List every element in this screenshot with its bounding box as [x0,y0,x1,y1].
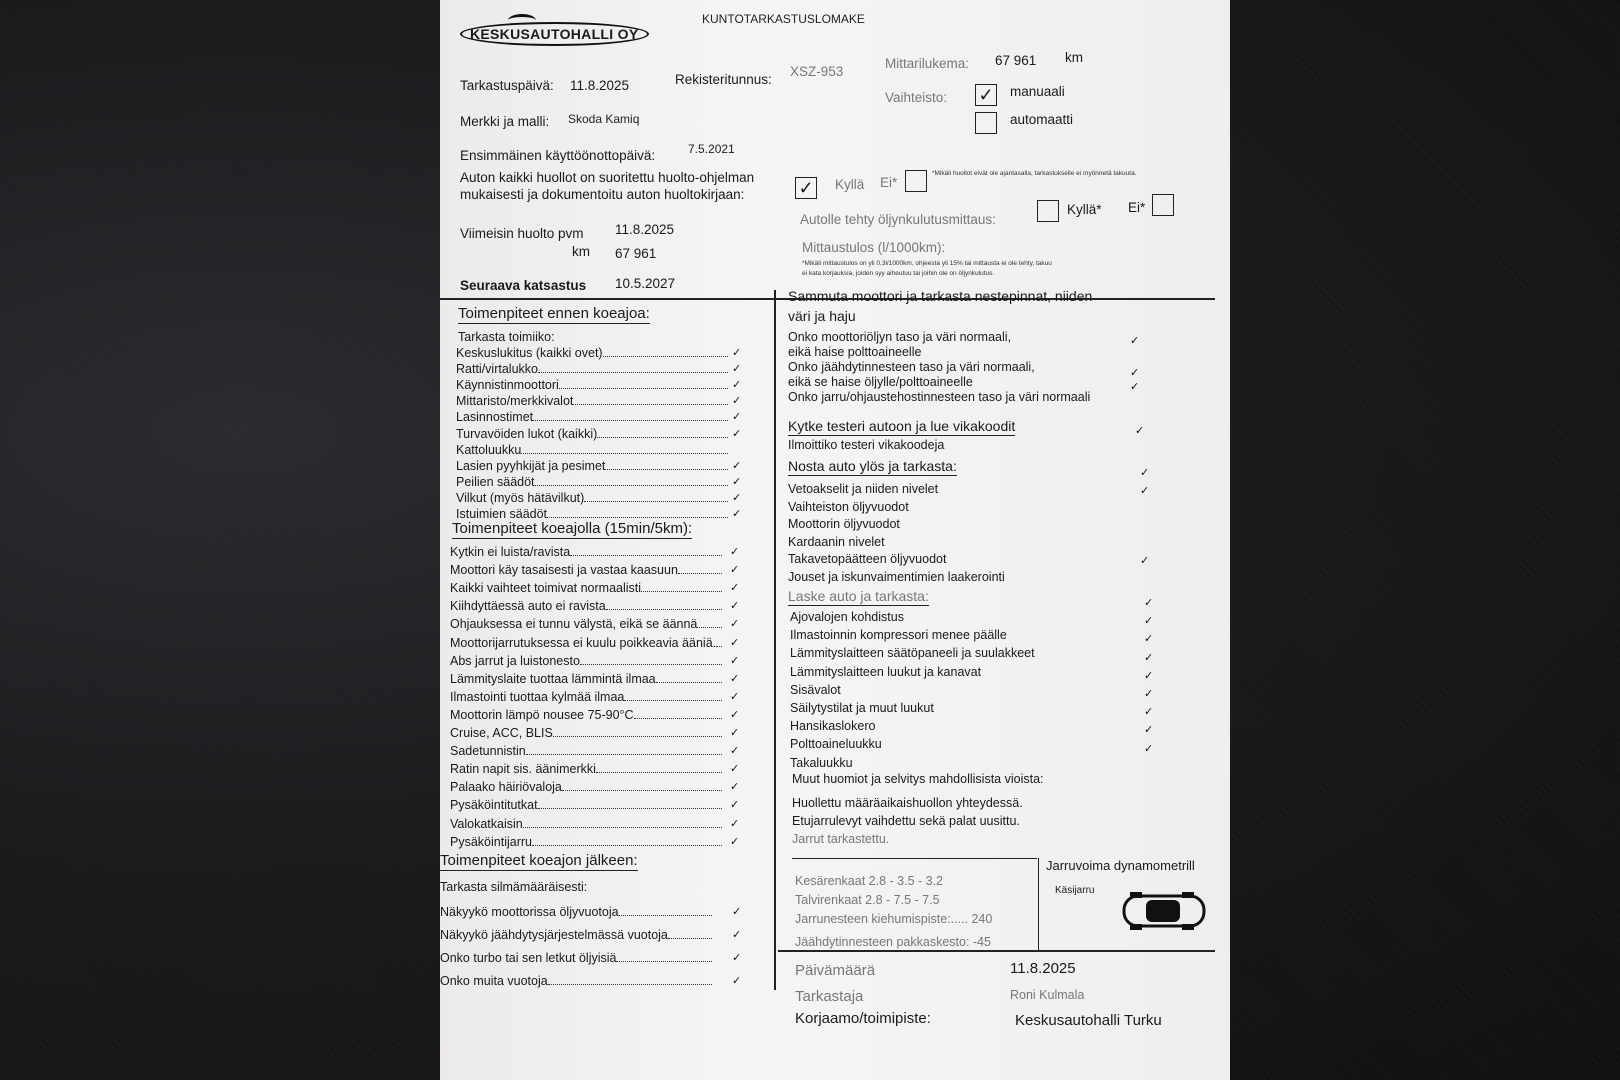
item-before-4 [456,410,728,424]
check-mark-icon: ✓ [732,906,742,918]
leader-dots [580,664,722,665]
item-before-9-label: Vilkut (myös hätävilkut) [456,490,585,505]
check-mark-icon: ✓ [730,799,740,812]
leader-dots [616,961,712,962]
leader-dots [656,682,722,683]
item-during-2 [450,581,722,595]
service-yes-label: Kyllä [835,177,865,192]
check-icon: ✓ [975,84,997,106]
odometer-label: Mittarilukema: [885,56,970,71]
item-after-1-label: Näkyykö jäähdytysjärjestelmässä vuotoja [440,928,668,942]
leader-dots [605,469,728,470]
date-label: Päivämäärä [795,962,876,979]
leader-dots [521,453,728,454]
item-during-12 [450,762,722,776]
tester-title: Kytke testeri autoon ja lue vikakoodit [788,418,1016,434]
note-1: Huollettu määräaikaishuollon yhteydessä. [792,796,1023,810]
item-during-0 [450,545,722,559]
item-during-10 [450,726,722,740]
service-no-label: Ei* [880,175,898,190]
leader-dots [526,754,722,755]
item-before-6 [456,443,728,457]
check-mark-icon: ✓ [732,475,742,488]
lower-item-1: Ilmastoinnin kompressori menee päälle [790,628,1007,643]
check-mark-icon: ✓ [730,727,740,739]
item-before-8 [456,475,728,489]
item-during-6-label: Abs jarrut ja luistonesto [450,653,580,668]
other-notes-label: Muut huomiot ja selvitys mahdollisista vioista: [792,772,1044,786]
item-during-3-label: Kiihdyttäessä auto ei ravista [450,599,606,614]
column-divider [774,290,776,990]
check-mark-icon: ✓ [1144,597,1154,609]
section-before-test-drive: Toimenpiteet ennen koeajoa: [458,305,650,322]
lower-item-5: Säilytystilat ja muut luukut [790,701,934,715]
leader-dots [533,420,728,421]
check-mark-icon: ✓ [1140,467,1150,479]
make-label: Merkki ja malli: [460,114,550,129]
gearbox-label: Vaihteisto: [885,90,948,105]
coolant: Jäähdytinnesteen pakkaskesto: -45 [795,935,991,949]
service-no-checkbox[interactable] [905,170,927,192]
note-3: Jarrut tarkastettu. [792,832,890,846]
fluids-title-2: väri ja haju [788,308,856,324]
item-during-11 [450,744,722,758]
leader-dots [597,437,728,438]
check-mark-icon: ✓ [730,600,740,613]
lower-item-6: Hansikaslokero [790,719,876,734]
check-mark-icon: ✓ [730,636,740,649]
inspector-value: Roni Kulmala [1010,988,1085,1002]
item-before-6-label: Kattoluukku [456,442,522,457]
item-before-7 [456,459,728,473]
leader-dots [548,984,712,985]
oil-note-2: ei kata korjauksia, joiden syy aiheutuu tai joihin ole on öljynkulutus. [802,270,995,277]
lift-item-3: Kardaanin nivelet [788,534,885,549]
service-line-2: mukaisesti ja dokumentoitu auton huoltokirjaan: [460,187,745,202]
last-service-date: 11.8.2025 [615,222,675,237]
check-mark-icon: ✓ [1140,554,1150,567]
check-mark-icon: ✓ [730,781,740,794]
divider [778,950,1215,952]
next-inspection-value: 10.5.2027 [615,276,676,291]
item-during-15 [450,817,722,831]
check-mark-icon: ✓ [730,564,740,577]
lower-item-4: Sisävalot [790,682,841,697]
leader-dots [535,485,728,486]
check-mark-icon: ✓ [730,582,740,595]
item-during-10-label: Cruise, ACC, BLIS [450,726,553,740]
item-after-3 [440,974,712,988]
item-during-2-label: Kaikki vaihteet toimivat normaalisti [450,581,642,596]
check-mark-icon: ✓ [1144,651,1154,664]
leader-dots [641,591,722,592]
check-mark-icon: ✓ [732,459,742,472]
item-during-14-label: Pysäköintitutkat [450,798,538,813]
leader-dots [547,517,728,518]
item-during-4 [450,617,722,631]
gearbox-auto-label: automaatti [1010,112,1074,127]
divider [792,858,1037,859]
check-mark-icon: ✓ [1144,724,1154,737]
leader-dots [538,372,728,373]
form-title: KUNTOTARKASTUSLOMAKE [702,12,865,26]
check-mark-icon: ✓ [1144,742,1154,755]
leader-dots [596,772,722,773]
lower-item-2: Lämmityslaitteen säätöpaneeli ja suulakkeet [790,646,1035,661]
oil-note-1: *Mikäli mittaustulos on yli 0,3l/1000km, ohjeesta yli 15% tai mittausta ei ole tehty, takuu [802,260,1052,267]
lower-item-7: Polttoaineluukku [790,737,882,752]
leader-dots [634,718,722,719]
company-logo: KESKUSAUTOHALLI OY [460,22,649,46]
item-during-9-label: Moottorin lämpö nousee 75-90°C [450,707,634,722]
check-mark-icon: ✓ [1144,688,1154,700]
leader-dots [603,356,728,357]
item-before-5 [456,427,728,441]
next-inspection-label: Seuraava katsastus [460,278,587,293]
item-before-3 [456,394,728,408]
check-mark-icon: ✓ [732,508,742,520]
item-after-0 [440,905,712,919]
check-mark-icon: ✓ [732,411,742,424]
check-mark-icon: ✓ [730,817,740,830]
check-icon: ✓ [795,177,817,199]
leader-dots [678,573,722,574]
item-before-2-label: Käynnistinmoottori [456,378,559,393]
item-before-10-label: Istuimien säädöt [456,507,548,521]
check-mark-icon: ✓ [1130,381,1140,393]
check-mark-icon: ✓ [732,975,742,987]
leader-dots [716,646,722,647]
leader-dots [532,845,722,846]
item-before-5-label: Turvavöiden lukot (kaikki) [456,426,598,441]
item-during-5 [450,636,722,650]
leader-dots [668,938,712,939]
inspection-date-label: Tarkastuspäivä: [460,78,554,93]
note-2: Etujarrulevyt vaihdettu sekä palat uusittu. [792,814,1020,828]
check-mark-icon: ✓ [1144,615,1154,628]
lift-item-5: Jouset ja iskunvaimentimien laakerointi [788,569,1005,584]
lift-item-1: Vaihteiston öljyvuodot [788,499,909,514]
item-before-8-label: Peilien säädöt [456,474,535,489]
lift-item-2: Moottorin öljyvuodot [788,517,900,531]
leader-dots [570,555,722,556]
last-service-label: Viimeisin huolto pvm [460,226,584,241]
gearbox-manual-label: manuaali [1010,84,1065,99]
last-service-km: 67 961 [615,246,657,261]
leader-dots [697,627,722,628]
divider [1038,858,1039,950]
item-during-1-label: Moottori käy tasaisesti ja vastaa kaasuun [450,563,678,578]
lower-item-8: Takaluukku [790,755,853,770]
oil-yes-label: Kyllä* [1067,202,1102,217]
item-during-16-label: Pysäköintijarru [450,834,532,849]
item-during-9 [450,708,722,722]
fluid-item-0: Onko moottoriöljyn taso ja väri normaali, [788,330,1012,344]
leader-dots [559,388,728,389]
section-before-subtitle: Tarkasta toimiiko: [458,330,555,344]
item-during-1 [450,563,722,577]
item-before-3-label: Mittaristo/merkkivalot [456,394,574,409]
oil-label: Autolle tehty öljynkulutusmittaus: [800,212,996,227]
service-yes-checkbox[interactable] [795,177,817,199]
leader-dots [584,501,728,502]
check-mark-icon: ✓ [730,835,740,848]
gearbox-auto-checkbox[interactable] [975,112,997,134]
shop-label: Korjaamo/toimipiste: [795,1010,931,1027]
lift-item-4: Takavetopäätteen öljyvuodot [788,552,947,566]
item-during-14 [450,798,722,812]
oil-yes-checkbox[interactable] [1037,200,1059,222]
odometer-value: 67 961 [995,53,1037,68]
check-mark-icon: ✓ [1135,425,1145,437]
check-mark-icon: ✓ [730,654,740,667]
leader-dots [562,790,722,791]
item-after-1 [440,928,712,942]
check-mark-icon: ✓ [730,546,740,558]
check-mark-icon: ✓ [730,690,740,703]
oil-no-checkbox[interactable] [1152,194,1174,216]
inspector-label: Tarkastaja [795,988,864,1005]
brake-dyno-title: Jarruvoima dynamometrill [1046,858,1195,873]
leader-dots [624,700,722,701]
leader-dots [619,915,712,916]
check-mark-icon: ✓ [730,745,740,758]
brake-summer: Kesärenkaat 2.8 - 3.5 - 3.2 [795,874,944,888]
item-during-11-label: Sadetunnistin [450,744,526,759]
item-before-2 [456,378,728,392]
lower-title: Laske auto ja tarkasta: [788,588,929,604]
check-mark-icon: ✓ [1144,706,1154,719]
check-mark-icon: ✓ [730,672,740,685]
fluid-item-1: eikä haise polttoaineelle [788,345,922,359]
item-during-5-label: Moottorijarrutuksessa ei kuulu poikkeavia ääniä. [450,635,717,650]
item-before-9 [456,491,728,505]
last-service-km-label: km [572,244,590,259]
leader-dots [606,609,722,610]
brake-winter: Talvirenkaat 2.8 - 7.5 - 7.5 [795,893,940,907]
leader-dots [573,404,728,405]
item-during-0-label: Kytkin ei luista/ravista [450,545,571,559]
brake-fluid: Jarrunesteen kiehumispiste:..... 240 [795,912,993,926]
odometer-unit: km [1065,50,1083,65]
handbrake-label: Käsijarru [1055,885,1095,896]
check-mark-icon: ✓ [732,929,742,941]
check-mark-icon: ✓ [1140,484,1150,497]
date-value: 11.8.2025 [1010,960,1076,977]
check-mark-icon: ✓ [730,708,740,721]
service-footnote: *Mikäli huollot eivät ole ajantasalla, tarkastukselle ei myönnetä takuuta. [932,170,1137,177]
inspection-date: 11.8.2025 [570,78,630,93]
item-before-1 [456,362,728,376]
check-mark-icon: ✓ [732,347,742,359]
inspection-form [440,0,1230,1080]
item-during-3 [450,599,722,613]
item-during-4-label: Ohjauksessa ei tunnu välystä, eikä se äännä [450,617,698,632]
check-mark-icon: ✓ [730,763,740,776]
check-mark-icon: ✓ [730,618,740,631]
fluid-item-4: Onko jarru/ohjaustehostinnesteen taso ja väri normaali [788,390,1091,404]
car-top-view-icon [1120,888,1210,934]
item-before-4-label: Lasinnostimet [456,410,534,425]
item-after-3-label: Onko muita vuotoja [440,974,548,988]
item-during-16 [450,835,722,849]
check-mark-icon: ✓ [1144,669,1154,682]
fluid-item-2: Onko jäähdytinnesteen taso ja väri normaali, [788,360,1035,374]
item-after-2-label: Onko turbo tai sen letkut öljyisiä [440,951,617,965]
item-during-13 [450,780,722,794]
check-mark-icon: ✓ [732,491,742,504]
check-mark-icon: ✓ [732,395,742,408]
leader-dots [538,808,722,809]
item-before-0 [456,346,728,360]
check-mark-icon: ✓ [732,379,742,392]
item-during-15-label: Valokatkaisin [450,816,523,831]
make-value: Skoda Kamiq [568,112,640,126]
shop-value: Keskusautohalli Turku [1015,1012,1162,1029]
leader-dots [553,736,722,737]
check-mark-icon: ✓ [1144,633,1154,646]
item-before-1-label: Ratti/virtalukko [456,362,538,377]
lower-item-3: Lämmityslaitteen luukut ja kanavat [790,664,982,679]
tester-item: Ilmoittiko testeri vikakoodeja [788,438,945,452]
section-after-test-drive: Toimenpiteet koeajon jälkeen: [440,852,638,869]
service-line-1: Auton kaikki huollot on suoritettu huolto-ohjelman [460,170,755,185]
reg-value: XSZ-953 [790,64,844,79]
item-during-7 [450,672,722,686]
section-during-test-drive: Toimenpiteet koeajolla (15min/5km): [452,520,693,537]
item-during-8-label: Ilmastointi tuottaa kylmää ilmaa [450,689,625,704]
item-before-7-label: Lasien pyyhkijät ja pesimet [456,458,606,473]
oil-result-label: Mittaustulos (l/1000km): [802,240,946,255]
first-use-label: Ensimmäinen käyttöönottopäivä: [460,148,656,163]
gearbox-manual-checkbox[interactable] [975,84,997,106]
item-during-7-label: Lämmityslaite tuottaa lämmintä ilmaa [450,671,656,686]
item-during-13-label: Palaako häiriövaloja [450,780,562,795]
lower-item-0: Ajovalojen kohdistus [790,610,904,624]
item-during-12-label: Ratin napit sis. äänimerkki [450,762,596,777]
oil-no-label: Ei* [1128,200,1146,215]
section-after-subtitle: Tarkasta silmämääräisesti: [440,880,588,894]
check-mark-icon: ✓ [732,952,742,964]
item-before-10 [456,507,728,521]
fluids-title-1: Sammuta moottori ja tarkasta nestepinnat, niiden [788,288,1093,304]
first-use-value: 7.5.2021 [688,142,735,156]
item-before-0-label: Keskuslukitus (kaikki ovet) [456,346,603,360]
check-mark-icon: ✓ [732,427,742,440]
check-mark-icon: ✓ [732,363,742,376]
lift-title: Nosta auto ylös ja tarkasta: [788,458,957,474]
fluid-item-3: eikä se haise öljylle/polttoaineelle [788,375,973,389]
leader-dots [523,827,722,828]
reg-label: Rekisteritunnus: [675,72,772,87]
check-mark-icon: ✓ [1130,335,1140,347]
item-during-6 [450,654,722,668]
item-after-0-label: Näkyykö moottorissa öljyvuotoja [440,905,619,919]
lift-item-0: Vetoakselit ja niiden nivelet [788,482,939,496]
item-during-8 [450,690,722,704]
item-after-2 [440,951,712,965]
check-mark-icon: ✓ [1130,367,1140,379]
